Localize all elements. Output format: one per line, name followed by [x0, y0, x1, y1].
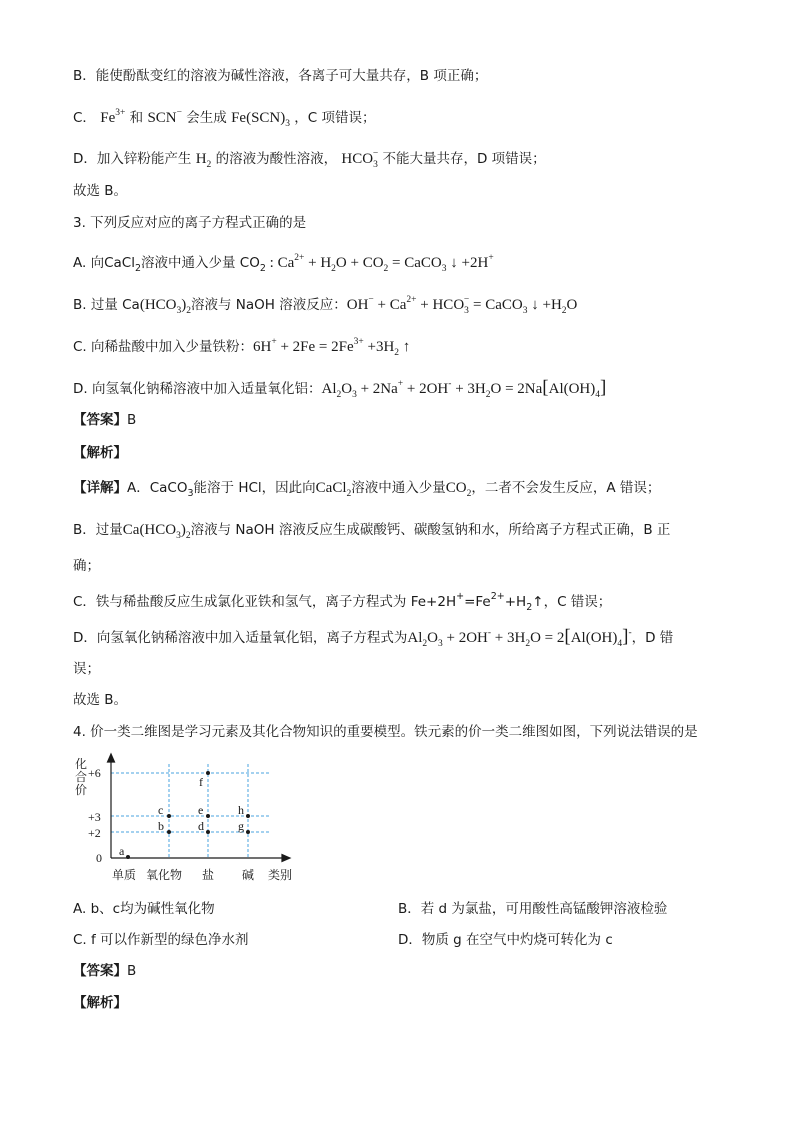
label-d: d — [198, 819, 204, 833]
svg-text:合: 合 — [75, 770, 88, 784]
q3-conclusion: 故选 B。 — [73, 692, 128, 708]
label-g: g — [238, 819, 244, 833]
x-tick-element: 单质 — [112, 868, 137, 882]
q3-detail-a: 【详解】A．CaCO$_3$能溶于 HCl，因此向CaCl$_2$溶液中通入少量$CO_2$，二者不会发生反应，A 错误； — [73, 480, 661, 499]
label-c: c — [158, 803, 164, 817]
prev-conclusion: 故选 B。 — [73, 183, 128, 199]
q3-option-c: C. 向稀盐酸中加入少量铁粉：$6H^+ + 2Fe = 2Fe^{3+} +3H_2$ ↑ — [73, 337, 411, 358]
ion-scn: SCN− — [147, 108, 182, 126]
x-tick-base: 碱 — [242, 868, 255, 882]
product-fescn3: $Fe(SCN)_3$ — [231, 110, 290, 129]
label-f: f — [199, 775, 203, 789]
y-tick-labels — [88, 766, 102, 865]
prev-d-end: 不能大量共存，D 项错误； — [382, 151, 546, 167]
point-d — [206, 830, 210, 834]
label-b: b — [158, 819, 164, 833]
x-tick-oxide: 氧化物 — [146, 868, 183, 882]
q3-detail-d-cont: 误； — [73, 661, 100, 677]
x-axis-title: 类别 — [268, 868, 293, 882]
point-g — [246, 830, 250, 834]
q4-stem: 4. 价一类二维图是学习元素及其化合物知识的重要模型。铁元素的价一类二维图如图，下列说法错误的是 — [73, 724, 698, 740]
q3-analysis-label: 【解析】 — [73, 445, 127, 461]
y-tick-plus3: +3 — [88, 810, 101, 824]
q3-detail-b: B．过量$Ca(HCO_3)_2$溶液与 NaOH 溶液反应生成碳酸钙、碳酸氢钠和水，所给离子方程式正确，B 正 — [73, 522, 671, 541]
q3-detail-b-cont: 确； — [73, 558, 100, 574]
ion-hco3: $HCO_3^-$ — [341, 149, 379, 170]
x-tick-labels — [112, 867, 292, 882]
svg-text:价: 价 — [75, 783, 88, 797]
point-a — [126, 855, 130, 859]
prev-option-d — [73, 144, 546, 175]
prev-c-and: 和 — [129, 110, 144, 126]
q3-option-d: D. 向氢氧化钠稀溶液中加入适量氧化铝：$Al_2O_3 + 2Na^+ + 2OH^- + 3H_2O = 2Na[Al(OH)_4]$ — [73, 377, 607, 400]
q3-answer: 【答案】B — [73, 412, 137, 428]
svg-text:化: 化 — [75, 757, 88, 771]
y-tick-zero: 0 — [96, 851, 102, 865]
prev-c-end: ，C 项错误； — [294, 110, 376, 126]
q3-detail-c: C．铁与稀盐酸反应生成氯化亚铁和氢气，离子方程式为 $Fe+2H^+=Fe^{2+}+H_2↑$，C 错误； — [73, 591, 612, 613]
point-b — [167, 830, 171, 834]
label-h: h — [238, 803, 244, 817]
data-points — [126, 771, 250, 859]
q3-option-b: B. 过量 $Ca(HCO_3)_2$溶液与 NaOH 溶液反应：$OH^- + Ca^{2+} + HCO_3^-$ = CaCO$_3$ ↓ $+H_2O$ — [73, 295, 578, 316]
prev-option-b: B．能使酚酞变红的溶液为碱性溶液，各离子可大量共存，B 项正确； — [73, 68, 488, 84]
point-e — [206, 814, 210, 818]
prev-option-c — [73, 103, 376, 134]
y-tick-plus6: +6 — [88, 766, 101, 780]
prev-d-mid: 的溶液为酸性溶液， — [215, 151, 338, 167]
q3-stem: 3. 下列反应对应的离子方程式正确的是 — [73, 215, 307, 231]
q4-option-a: A. b、c均为碱性氧化物 — [73, 901, 215, 917]
q3-detail-d: D．向氢氧化钠稀溶液中加入适量氧化铝，离子方程式为$Al_2O_3 + 2OH^- + 3H_2O = 2[Al(OH)_4]^-$，D 错 — [73, 626, 674, 649]
label-a: a — [119, 844, 125, 858]
valence-class-diagram — [70, 750, 310, 890]
y-tick-plus2: +2 — [88, 826, 101, 840]
label-e: e — [198, 803, 204, 817]
point-h — [246, 814, 250, 818]
grid-lines — [111, 764, 270, 857]
q4-option-b: B．若 d 为氯盐，可用酸性高锰酸钾溶液检验 — [398, 901, 668, 917]
point-c — [167, 814, 171, 818]
h2-formula: $H_2$ — [195, 151, 212, 170]
q4-analysis-label: 【解析】 — [73, 995, 127, 1011]
prev-d-prefix: D．加入锌粉能产生 — [73, 151, 192, 167]
q4-option-c: C. f 可以作新型的绿色净水剂 — [73, 932, 249, 948]
prev-c-mid: 会生成 — [186, 110, 227, 126]
x-tick-salt: 盐 — [202, 868, 215, 882]
q4-option-d: D．物质 g 在空气中灼烧可转化为 c — [398, 932, 613, 948]
ion-fe3: $Fe^{3+}$ — [100, 108, 126, 126]
prev-c-prefix: C． — [73, 110, 96, 126]
q3-option-a: A. 向CaCl$_2$溶液中通入少量 $CO_2$ : $Ca^{2+} + H_2O + CO_2$ = CaCO$_3$ ↓ +2H+ — [73, 253, 494, 274]
q4-answer: 【答案】B — [73, 963, 137, 979]
y-axis-title — [75, 757, 87, 797]
point-f — [206, 771, 210, 775]
